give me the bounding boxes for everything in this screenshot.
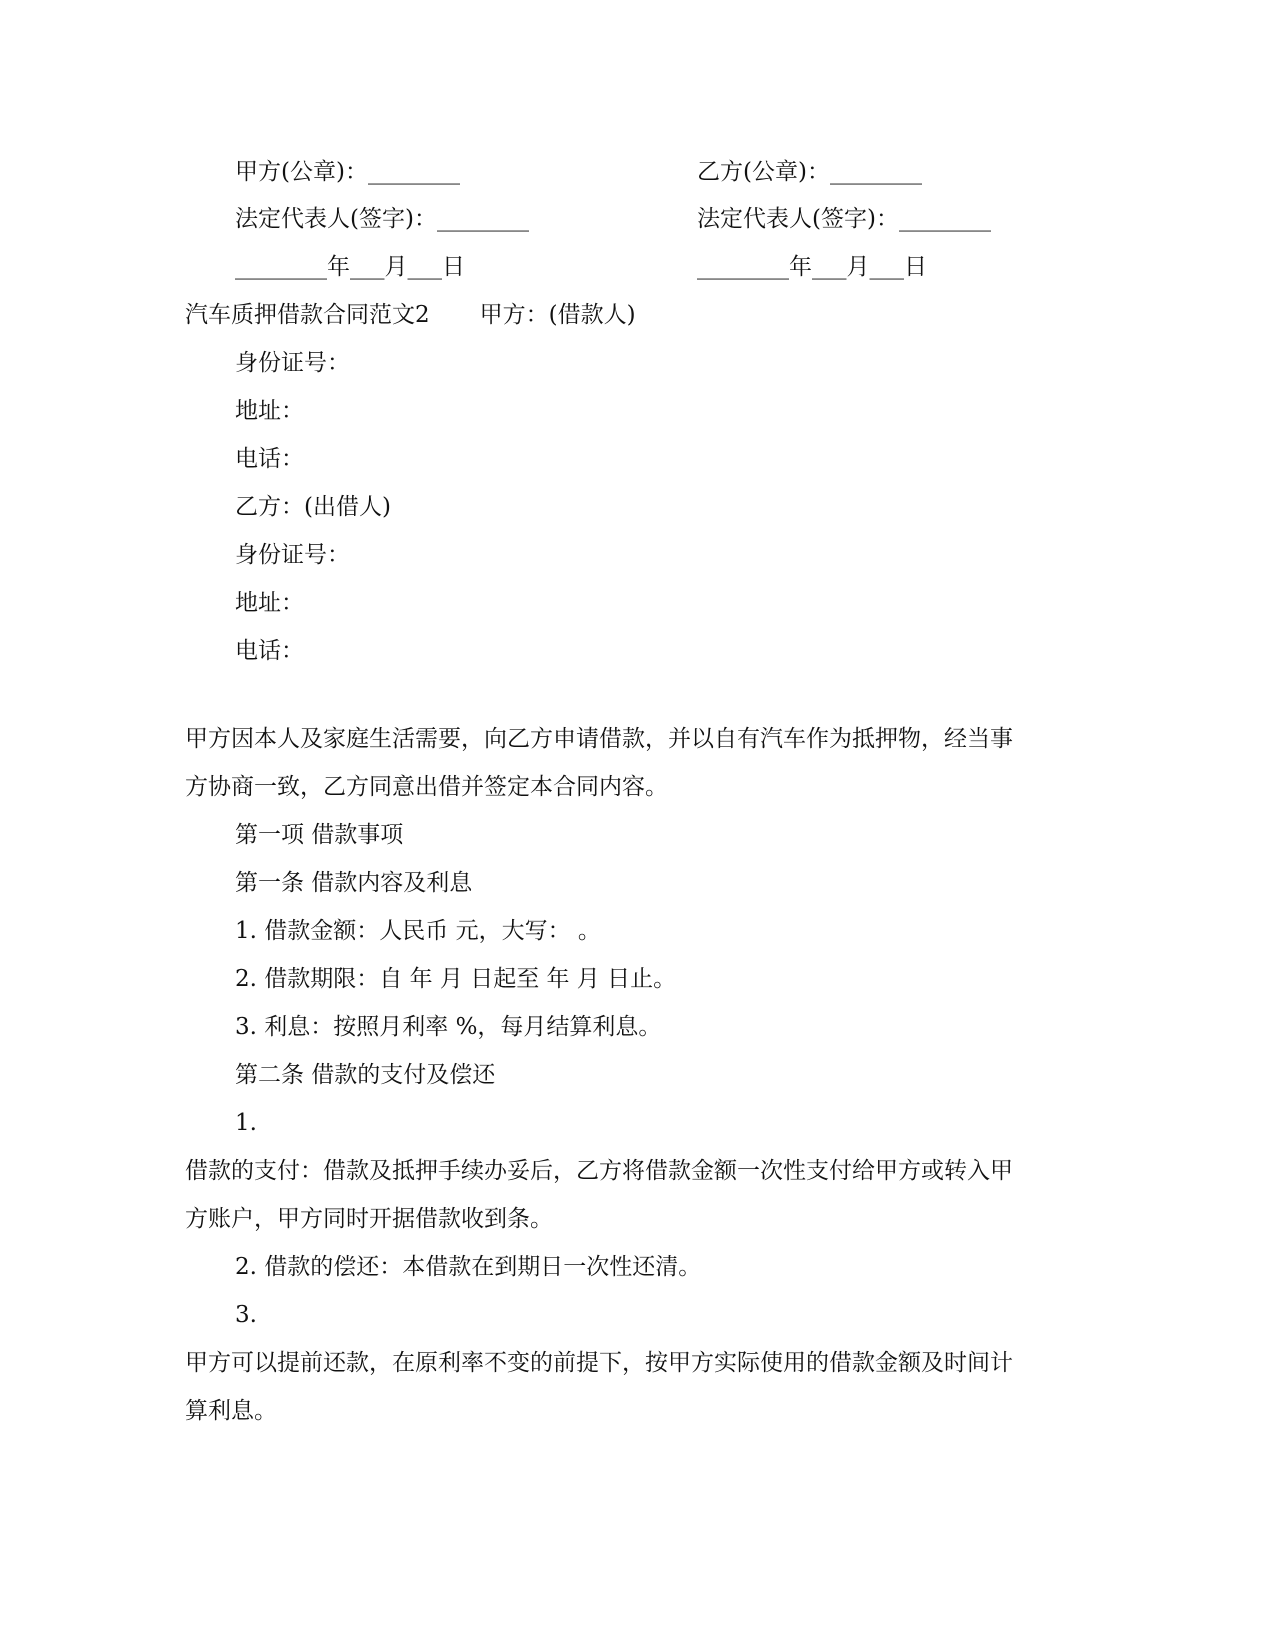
article-1-item-1: 1. 借款金额：人民币 元，大写： 。: [235, 918, 601, 944]
preamble-line-2: 方协商一致，乙方同意出借并签定本合同内容。: [185, 774, 668, 800]
party-a-date-line: ________年___月___日: [235, 254, 465, 280]
article-2-item-1-line-1: 借款的支付：借款及抵押手续办妥后，乙方将借款金额一次性支付给甲方或转入甲: [185, 1158, 1013, 1184]
party-b-seal-line: 乙方(公章)：________: [697, 159, 922, 185]
party-a-phone-line: 电话：: [235, 446, 304, 472]
article-2-item-3-line-1: 甲方可以提前还款，在原利率不变的前提下，按甲方实际使用的借款金额及时间计: [185, 1350, 1013, 1376]
article-2-item-1-line-2: 方账户，甲方同时开据借款收到条。: [185, 1206, 553, 1232]
party-a-label: 甲方：(借款人): [479, 302, 636, 328]
article-2-heading: 第二条 借款的支付及偿还: [235, 1062, 496, 1088]
party-a-rep-line: 法定代表人(签字)：________: [235, 206, 529, 232]
party-b-address-line: 地址：: [235, 590, 304, 616]
party-b-id-line: 身份证号：: [235, 542, 350, 568]
party-a-seal-line: 甲方(公章)：________: [235, 159, 460, 185]
article-1-item-3: 3. 利息：按照月利率 %，每月结算利息。: [235, 1014, 662, 1040]
party-b-phone-line: 电话：: [235, 638, 304, 664]
party-a-id-line: 身份证号：: [235, 350, 350, 376]
party-b-rep-line: 法定代表人(签字)：________: [697, 206, 991, 232]
party-a-address-line: 地址：: [235, 398, 304, 424]
preamble-line-1: 甲方因本人及家庭生活需要，向乙方申请借款，并以自有汽车作为抵押物，经当事: [185, 726, 1013, 752]
party-b-label: 乙方：(出借人): [235, 494, 391, 520]
contract-title: 汽车质押借款合同范文2: [185, 302, 430, 328]
section-1-heading: 第一项 借款事项: [235, 822, 404, 848]
article-2-item-1-number: 1.: [235, 1110, 257, 1136]
article-2-item-2: 2. 借款的偿还：本借款在到期日一次性还清。: [235, 1254, 702, 1280]
article-1-item-2: 2. 借款期限：自 年 月 日起至 年 月 日止。: [235, 966, 677, 992]
article-1-heading: 第一条 借款内容及利息: [235, 870, 473, 896]
article-2-item-3-line-2: 算利息。: [185, 1398, 277, 1424]
article-2-item-3-number: 3.: [235, 1302, 257, 1328]
party-b-date-line: ________年___月___日: [697, 254, 927, 280]
contract-title-row: [185, 300, 636, 330]
